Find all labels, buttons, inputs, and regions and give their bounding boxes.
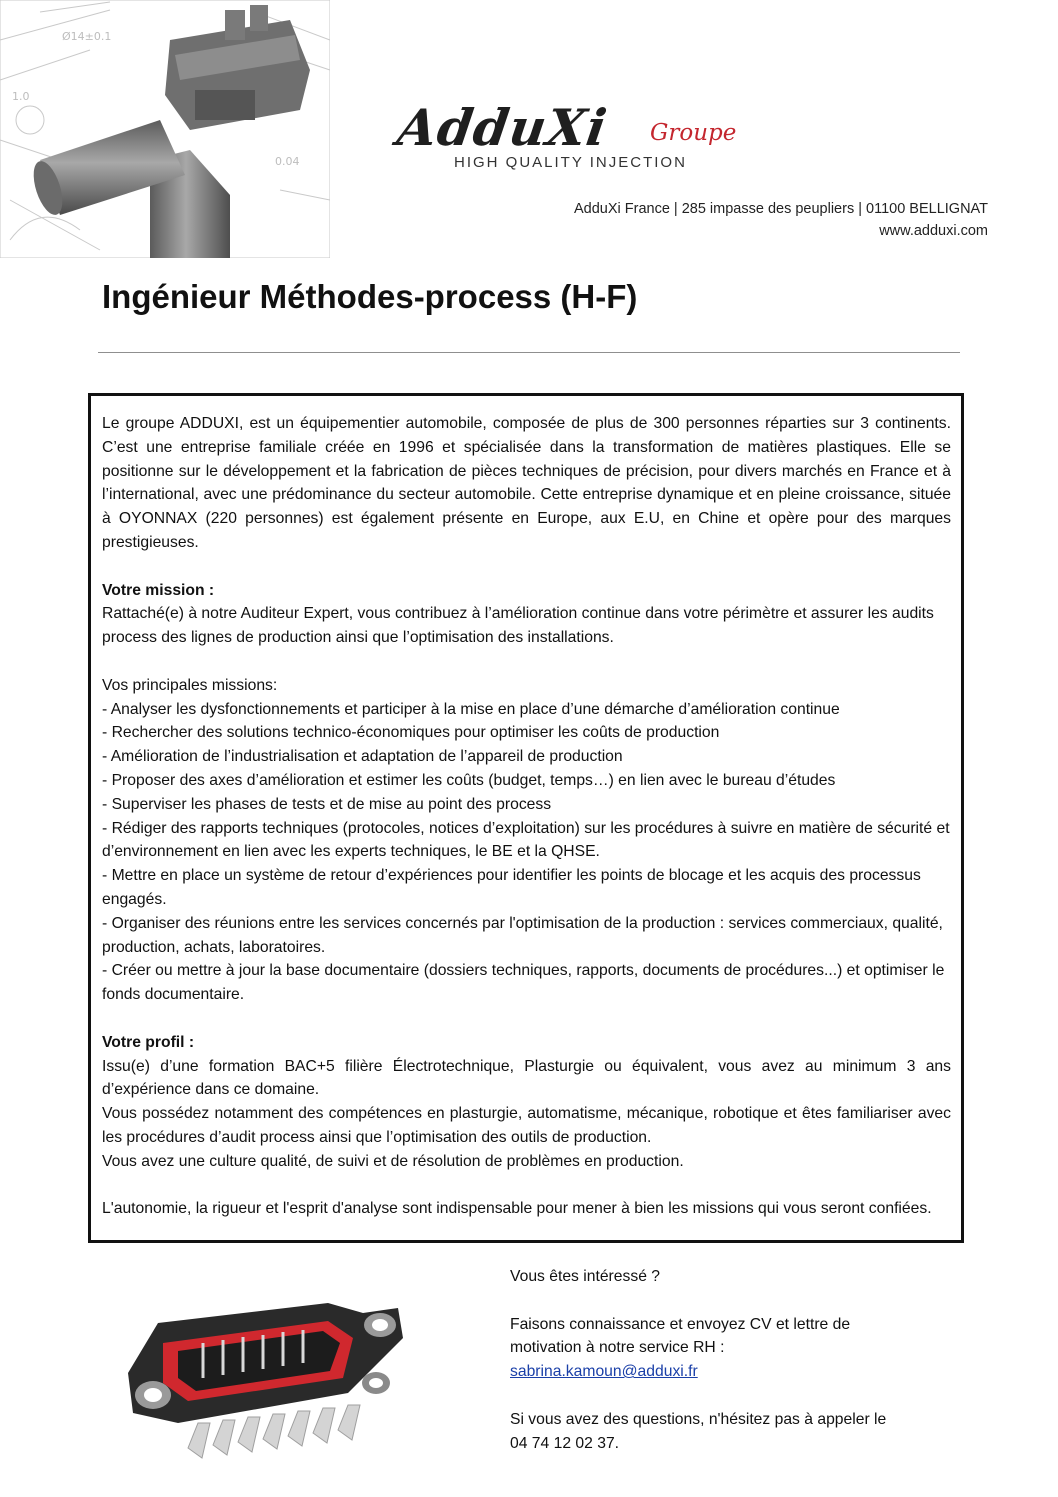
svg-text:0.04: 0.04 — [275, 155, 300, 168]
list-item: - Rédiger des rapports techniques (protocoles, notices d’exploitation) sur les procédures à suivre en matière de sécurité et d’environnement en lien avec les experts techniques, le BE et la QHSE. — [102, 819, 950, 861]
profile-paragraph: Issu(e) d’une formation BAC+5 filière Électrotechnique, Plasturgie ou équivalent, vous avez au minimum 3 ans d’expérience dans ce domaine. — [102, 1057, 951, 1099]
svg-text:1.0: 1.0 — [12, 90, 30, 103]
website-link[interactable]: www.adduxi.com — [879, 223, 988, 239]
profile-paragraph: Vous avez une culture qualité, de suivi et de résolution de problèmes en production. — [102, 1152, 684, 1170]
logo-tagline: HIGH QUALITY INJECTION — [454, 154, 687, 171]
svg-text:Ø14±0.1: Ø14±0.1 — [62, 30, 112, 43]
page-title: Ingénieur Méthodes-process (H-F) — [102, 278, 638, 315]
list-item: - Proposer des axes d’amélioration et estimer les coûts (budget, temps…) en lien avec le bureau d’études — [102, 771, 836, 789]
contact-text: Faisons connaissance et envoyez CV et lettre de — [510, 1315, 851, 1333]
address-line: AdduXi France | 285 impasse des peupliers | 01100 BELLIGNAT — [573, 201, 988, 217]
logo-wordmark: AdduXi — [393, 98, 612, 157]
list-item: - Superviser les phases de tests et de mise au point des process — [102, 795, 552, 813]
profile-paragraph: Vous possédez notamment des compétences en plasturgie, automatisme, mécanique, robotique et êtes familiariser avec les procédures d’audit process ainsi que l’optimisation des outils de production. — [102, 1105, 951, 1146]
company-logo — [393, 98, 737, 178]
closing-paragraph: L'autonomie, la rigueur et l'esprit d'analyse sont indispensable pour mener à bien les missions qui vous seront confiées. — [102, 1200, 932, 1218]
logo-groupe: Groupe — [650, 120, 737, 146]
product-illustration — [0, 0, 330, 258]
intro-paragraph: Le groupe ADDUXI, est un équipementier automobile, composée de plus de 300 personnes réparties sur 3 continents. C’est une entreprise familiale créée en 1996 et spécialisée dans la transformation de matières plastiques. Elle se positionne sur le développement et la fabrication de pièces techniques de précision, pour divers marchés en France et à l’international, avec une prédominance du secteur automobile. Cette entreprise dynamique et en pleine croissance, située à OYONNAX (220 personnes) est également présente en Europe, aux E.U, en Chine et opère pour des marques prestigieuses. — [102, 415, 951, 551]
list-item: - Créer ou mettre à jour la base documentaire (dossiers techniques, rapports, documents de procédures...) et optimiser le fonds documentaire. — [102, 962, 945, 1004]
job-description-box — [88, 393, 964, 1243]
list-item: - Mettre en place un système de retour d’expériences pour identifier les points de blocage et les acquis des processus engagés. — [102, 867, 921, 908]
phone-number: 04 74 12 02 37. — [510, 1434, 620, 1452]
mission-heading: Votre mission : — [102, 581, 215, 599]
company-address — [574, 198, 988, 242]
title-divider — [98, 352, 960, 353]
mission-text: Rattaché(e) à notre Auditeur Expert, vous contribuez à l’amélioration continue dans votre périmètre et assurer les audits process des lignes de production ainsi que l’optimisation des installations. — [102, 605, 934, 647]
list-item: - Rechercher des solutions technico-économiques pour optimiser les coûts de production — [102, 724, 720, 742]
missions-list-heading: Vos principales missions: — [102, 676, 278, 694]
list-item: - Organiser des réunions entre les services concernés par l'optimisation de la production : services commerciaux, qualité, production, achats, laboratoires. — [102, 914, 943, 956]
profile-heading: Votre profil : — [102, 1033, 195, 1051]
list-item: - Analyser les dysfonctionnements et participer à la mise en place d’une démarche d’amélioration continue — [102, 700, 840, 718]
contact-block — [510, 1265, 960, 1455]
contact-question: Vous êtes intéressé ? — [510, 1268, 660, 1285]
contact-text: motivation à notre service RH : — [510, 1339, 725, 1357]
connector-product-image — [118, 1283, 410, 1475]
list-item: - Amélioration de l’industrialisation et adaptation de l’appareil de production — [102, 748, 623, 766]
email-link[interactable]: sabrina.kamoun@adduxi.fr — [510, 1363, 698, 1381]
contact-text: Si vous avez des questions, n'hésitez pas à appeler le — [510, 1410, 887, 1428]
